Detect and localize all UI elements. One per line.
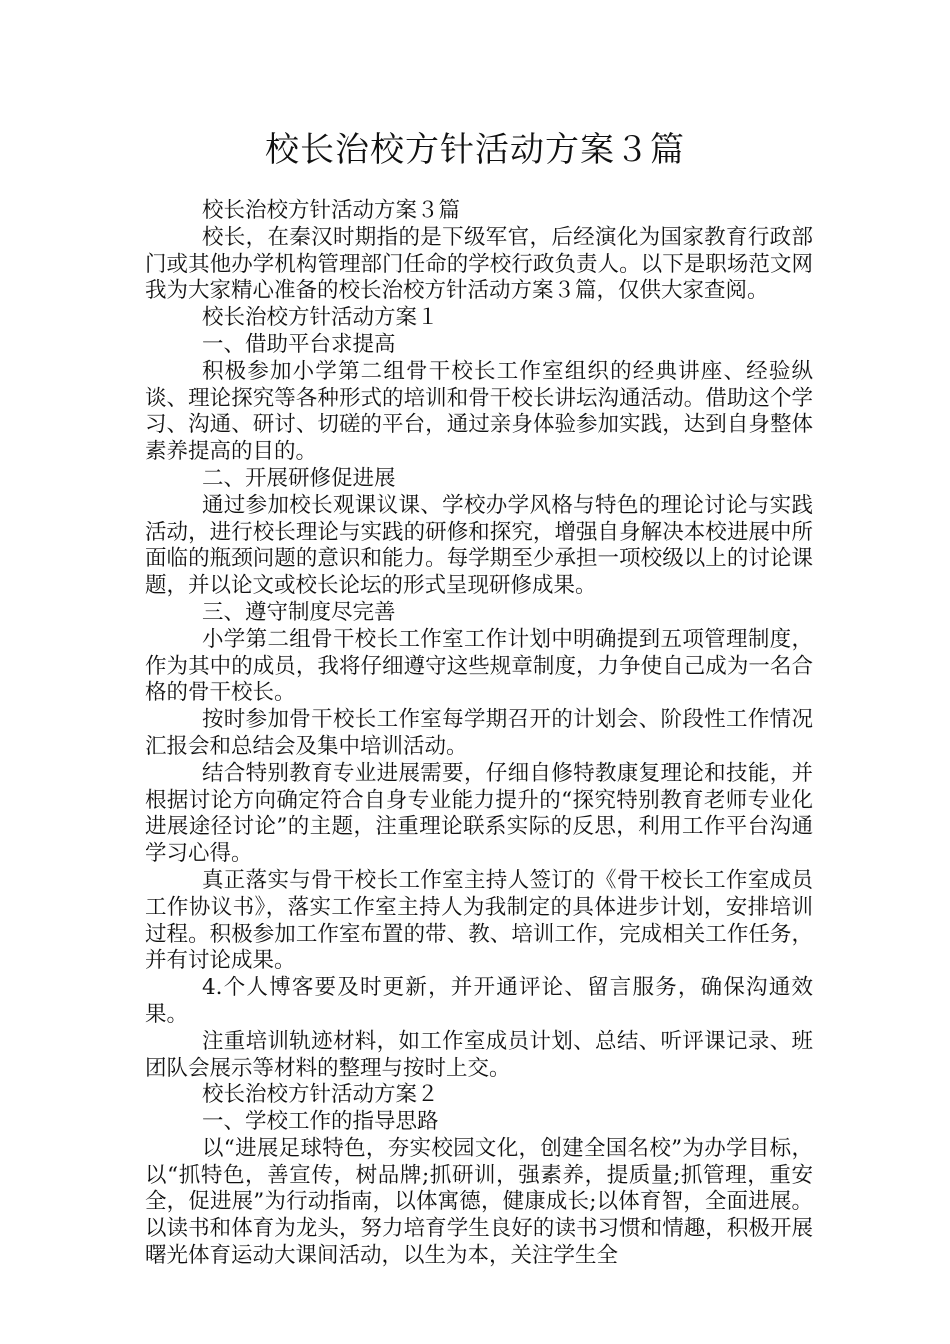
- paragraph: 校长治校方针活动方案３篇: [201, 198, 460, 223]
- paragraph: 通过参加校长观课议课、学校办学风格与特色的理论讨论与实践活动，进行校长理论与实践的研修和探究，增强自身解决本校进展中所面临的瓶颈问题的意识和能力。每学期至少承担一项校级以上的讨论课题，并以论文或校长论坛的形式呈现研修成果。: [145, 492, 813, 599]
- subsection-heading: 一、借助平台求提高: [201, 331, 396, 357]
- document-body: [145, 198, 813, 1270]
- subsection-heading: 二、开展研修促进展: [201, 465, 396, 491]
- document-title: 校长治校方针活动方案３篇: [265, 130, 685, 170]
- paragraph: 校长，在秦汉时期指的是下级军官，后经演化为国家教育行政部门或其他办学机构管理部门任命的学校行政负责人。以下是职场范文网我为大家精心准备的校长治校方针活动方案３篇，仅供大家查阅。: [145, 224, 813, 304]
- paragraph: 4.个人博客要及时更新，并开通评论、留言服务，确保沟通效果。: [145, 975, 813, 1027]
- paragraph: 注重培训轨迹材料，如工作室成员计划、总结、听评课记录、班团队会展示等材料的整理与按时上交。: [145, 1028, 813, 1081]
- paragraph: 按时参加骨干校长工作室每学期召开的计划会、阶段性工作情况汇报会和总结会及集中培训活动。: [145, 707, 813, 759]
- section-heading: 校长治校方针活动方案１: [201, 305, 439, 331]
- paragraph: 以“进展足球特色，夯实校园文化，创建全国名校”为办学目标，以“抓特色，善宣传，树品牌;抓研训，强素养，提质量;抓管理，重安全，促进展”为行动指南，以体寓德，健康成长;以体育智，全面进展。以读书和体育为龙头，努力培育学生良好的读书习惯和情趣，积极开展曙光体育运动大课间活动，以生为本，关注学生全: [145, 1135, 813, 1269]
- paragraph: 积极参加小学第二组骨干校长工作室组织的经典讲座、经验纵谈、理论探究等各种形式的培训和骨干校长讲坛沟通活动。借助这个学习、沟通、研讨、切磋的平台，通过亲身体验参加实践，达到自身整体素养提高的目的。: [145, 358, 813, 465]
- section-heading: 校长治校方针活动方案２: [201, 1082, 439, 1108]
- paragraph: 小学第二组骨干校长工作室工作计划中明确提到五项管理制度，作为其中的成员，我将仔细遵守这些规章制度，力争使自己成为一名合格的骨干校长。: [145, 626, 813, 706]
- subsection-heading: 一、学校工作的指导思路: [201, 1109, 439, 1135]
- paragraph: 结合特别教育专业进展需要，仔细自修特教康复理论和技能，并根据讨论方向确定符合自身专业能力提升的“探究特别教育老师专业化进展途径讨论”的主题，注重理论联系实际的反思，利用工作平台沟通学习心得。: [145, 760, 813, 867]
- paragraph: 真正落实与骨干校长工作室主持人签订的《骨干校长工作室成员工作协议书》，落实工作室主持人为我制定的具体进步计划，安排培训过程。积极参加工作室布置的带、教、培训工作，完成相关工作任务，并有讨论成果。: [145, 867, 813, 974]
- subsection-heading: 三、遵守制度尽完善: [201, 599, 396, 625]
